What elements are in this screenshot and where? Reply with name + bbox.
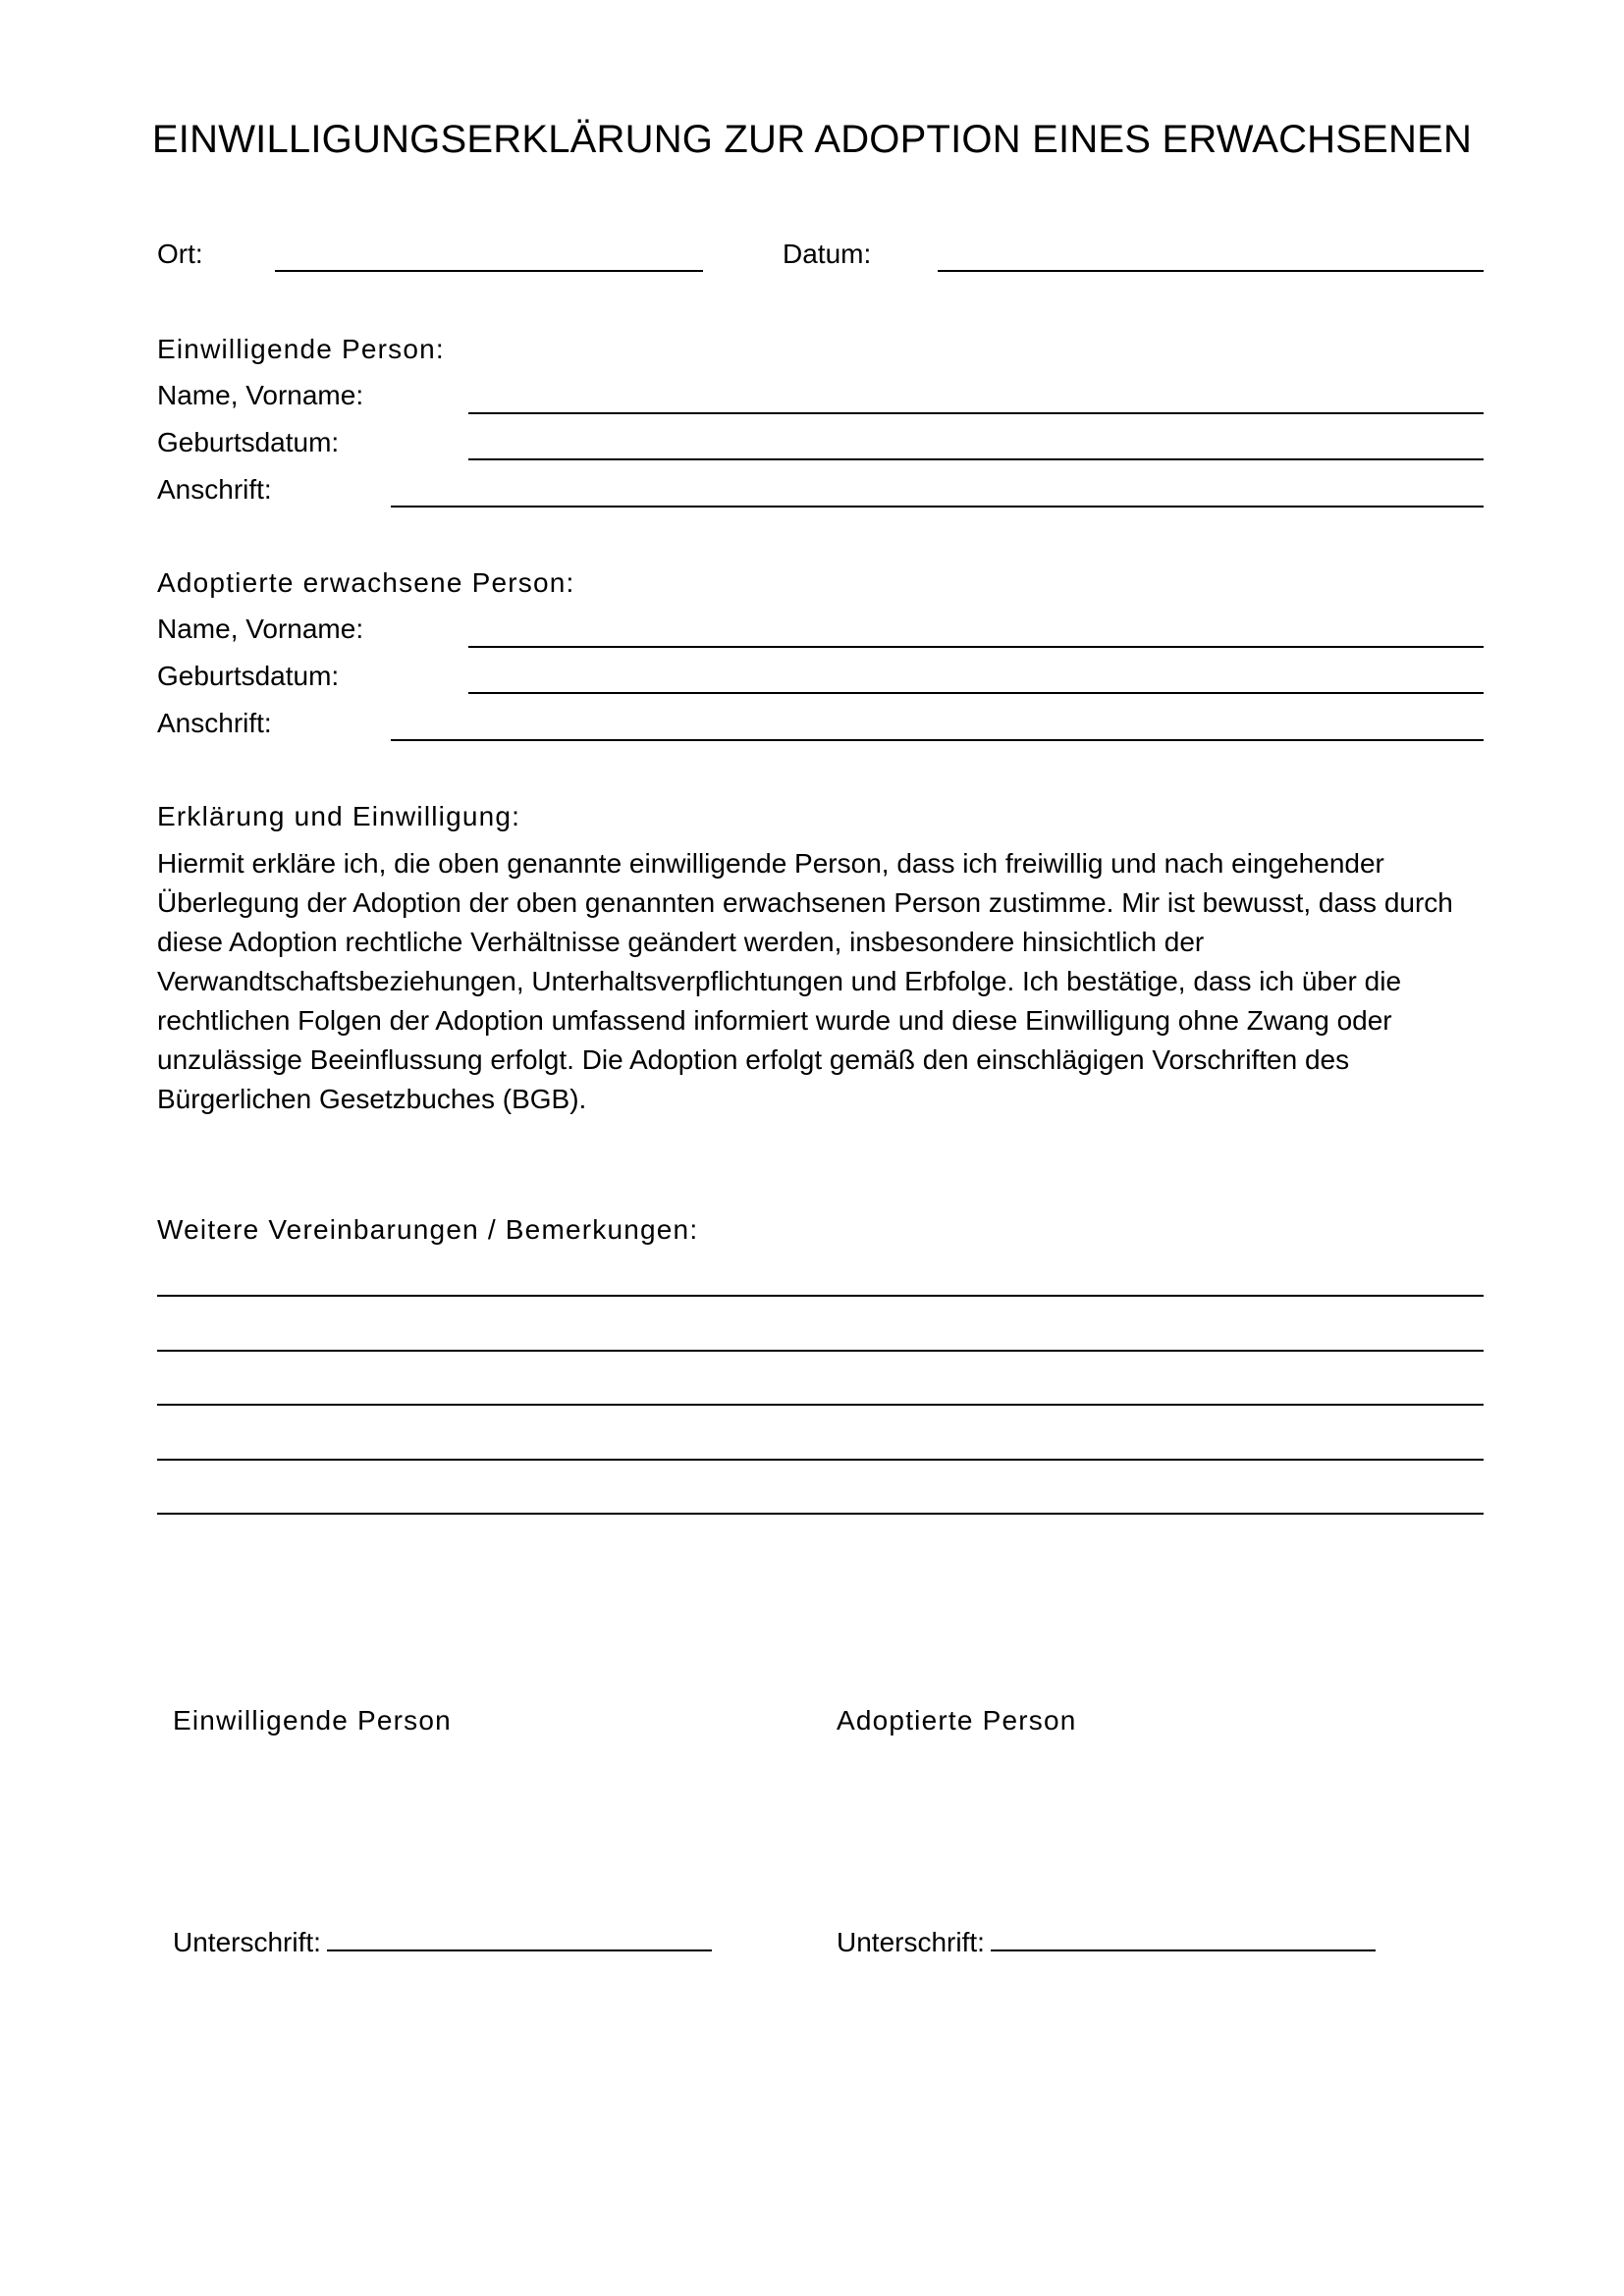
adopted-name-field[interactable]	[468, 646, 1484, 648]
signature-right-label: Unterschrift:	[837, 1927, 985, 1957]
declaration-line: Hiermit erkläre ich, die oben genannte einwilligende Person, dass ich freiwillig und nach eingehender	[157, 848, 1384, 879]
adopted-birthdate-label: Geburtsdatum:	[157, 661, 340, 691]
signature-left-field[interactable]	[327, 1924, 712, 1951]
declaration-text	[157, 844, 1492, 1119]
adopted-address-label: Anschrift:	[157, 708, 272, 738]
declaration-line: Bürgerlichen Gesetzbuches (BGB).	[157, 1084, 587, 1114]
adopted-address-field[interactable]	[391, 739, 1484, 741]
document-title: EINWILLIGUNGSERKLÄRUNG ZUR ADOPTION EINES ERWACHSENEN	[151, 118, 1473, 161]
datum-label: Datum:	[783, 239, 872, 269]
declaration-heading: Erklärung und Einwilligung:	[157, 801, 521, 831]
datum-field[interactable]	[938, 270, 1484, 272]
signature-left	[173, 1924, 712, 1958]
consenting-address-field[interactable]	[391, 506, 1484, 507]
consenting-birthdate-field[interactable]	[468, 458, 1484, 460]
consenting-birthdate-label: Geburtsdatum:	[157, 427, 340, 457]
signature-right-field[interactable]	[991, 1924, 1376, 1951]
declaration-line: unzulässige Beeinflussung erfolgt. Die Adoption erfolgt gemäß den einschlägigen Vorschriften des	[157, 1044, 1350, 1075]
consenting-name-label: Name, Vorname:	[157, 380, 364, 410]
adopted-birthdate-field[interactable]	[468, 692, 1484, 694]
remarks-line[interactable]	[157, 1459, 1484, 1461]
adopted-name-label: Name, Vorname:	[157, 614, 364, 644]
signature-right	[837, 1924, 1376, 1958]
ort-field[interactable]	[275, 270, 703, 272]
adopted-person-heading: Adoptierte erwachsene Person:	[157, 567, 575, 598]
signature-left-heading: Einwilligende Person	[173, 1705, 452, 1735]
remarks-line[interactable]	[157, 1350, 1484, 1352]
declaration-line: Verwandtschaftsbeziehungen, Unterhaltsverpflichtungen und Erbfolge. Ich bestätige, dass ich über die	[157, 966, 1402, 996]
declaration-line: rechtlichen Folgen der Adoption umfassend informiert wurde und diese Einwilligung ohne Zwang oder	[157, 1005, 1392, 1036]
consenting-address-label: Anschrift:	[157, 474, 272, 505]
remarks-line[interactable]	[157, 1513, 1484, 1515]
remarks-heading: Weitere Vereinbarungen / Bemerkungen:	[157, 1214, 699, 1245]
remarks-line[interactable]	[157, 1404, 1484, 1406]
remarks-line[interactable]	[157, 1295, 1484, 1297]
ort-label: Ort:	[157, 239, 203, 269]
signature-left-label: Unterschrift:	[173, 1927, 321, 1957]
declaration-line: diese Adoption rechtliche Verhältnisse geändert werden, insbesondere hinsichtlich der	[157, 927, 1205, 957]
consenting-person-heading: Einwilligende Person:	[157, 334, 445, 364]
declaration-line: Überlegung der Adoption der oben genannten erwachsenen Person zustimme. Mir ist bewusst, dass durch	[157, 887, 1453, 918]
consenting-name-field[interactable]	[468, 412, 1484, 414]
signature-right-heading: Adoptierte Person	[837, 1705, 1077, 1735]
